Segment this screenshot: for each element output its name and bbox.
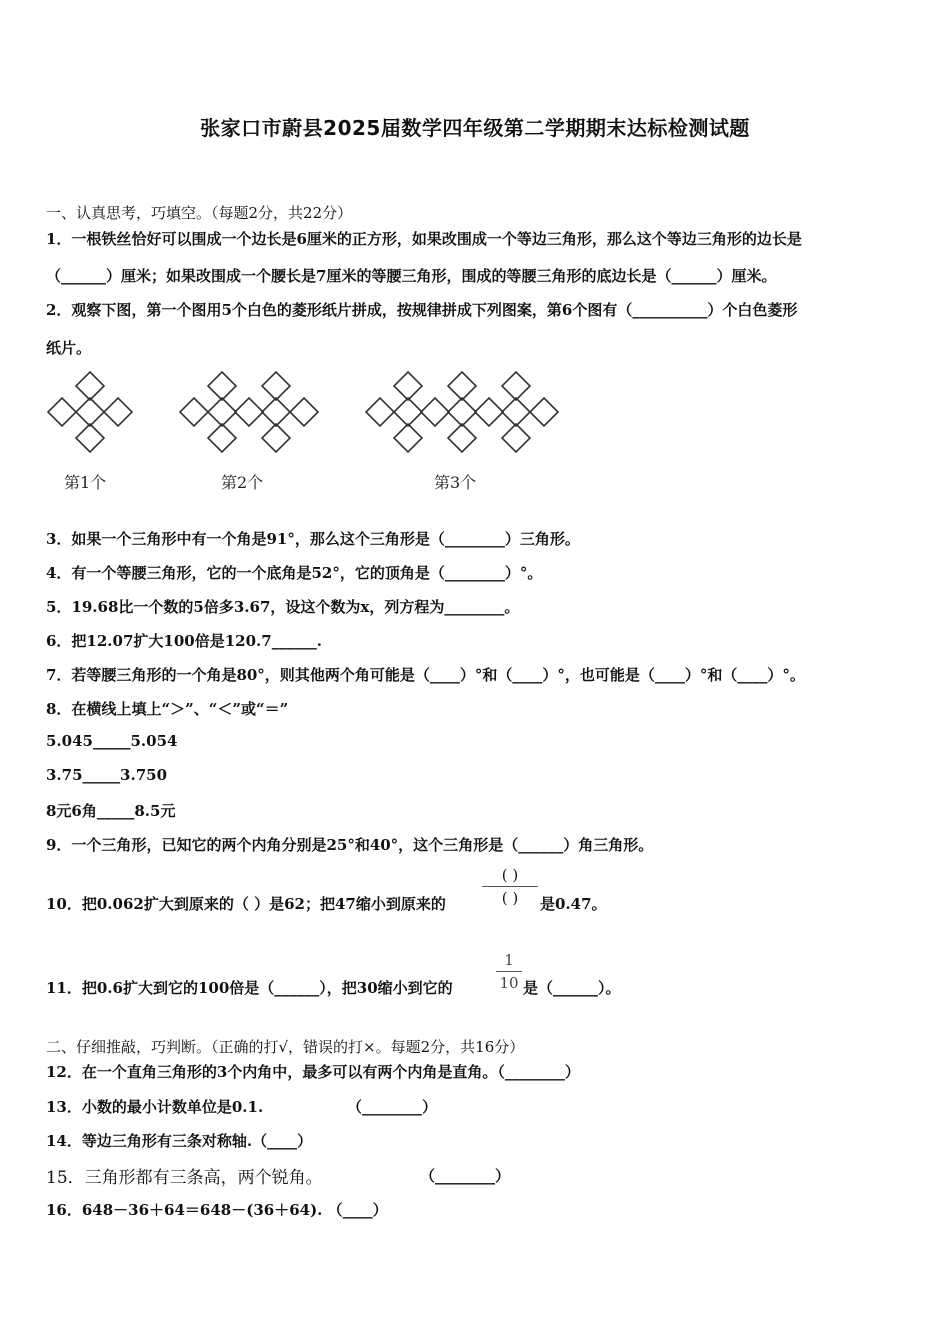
figure-caption-2: 第2个 [221,473,264,492]
question-10-text: 10．把0.062扩大到原来的（ ）是62；把47缩小到原来的 [46,895,446,913]
question-8: 8．在横线上填上“＞”、“＜”或“＝” [46,700,289,718]
fraction-bar [496,971,522,972]
question-4: 4．有一个等腰三角形，它的一个底角是52°，它的顶角是（________）°。 [46,564,543,582]
question-7: 7．若等腰三角形的一个角是80°，则其他两个角可能是（____）°和（____）°，也可能是（____）°和（____）°。 [46,666,805,684]
pattern-3 [366,372,558,452]
question-12: 12．在一个直角三角形的3个内角中，最多可以有两个内角是直角。（________） [46,1063,580,1081]
fraction-numerator: 1 [504,951,514,969]
question-8-item-c: 8元6角_____8.5元 [46,802,176,820]
question-16: 16．648－36＋64＝648－(36＋64). （____） [46,1201,388,1219]
question-9: 9．一个三角形，已知它的两个内角分别是25°和40°，这个三角形是（______）角三角形。 [46,836,654,854]
question-10-fraction [482,866,538,907]
rhombus-pattern-figure [40,366,580,456]
section-2-heading: 二、仔细推敲，巧判断。（正确的打√，错误的打×。每题2分，共16分） [46,1038,525,1056]
question-11-end: 是（______）。 [523,979,621,997]
section-1-heading: 一、认真思考，巧填空。（每题2分，共22分） [46,204,353,222]
pattern-1 [48,372,132,452]
question-13: 13．小数的最小计数单位是0.1. [46,1098,264,1116]
figure-caption-1: 第1个 [64,473,107,492]
question-8-item-b: 3.75_____3.750 [46,766,168,784]
question-8-item-a: 5.045_____5.054 [46,732,178,750]
question-3: 3．如果一个三角形中有一个角是91°，那么这个三角形是（________）三角形。 [46,530,580,548]
question-14: 14．等边三角形有三条对称轴.（____） [46,1132,313,1150]
question-11-fraction [496,951,522,992]
question-15: 15．三角形都有三条高，两个锐角。 [46,1168,323,1188]
fraction-numerator: ( ) [501,866,519,884]
fraction-denominator: ( ) [501,889,519,907]
figure-caption-3: 第3个 [434,473,477,492]
question-2-line-1: 2．观察下图，第一个图用5个白色的菱形纸片拼成，按规律拼成下列图案，第6个图有（__________）个白色菱形 [46,301,798,319]
question-15-blank: （________） [420,1167,511,1185]
question-2-line-2: 纸片。 [46,339,92,357]
question-10-end: 是0.47。 [540,895,607,913]
question-6: 6．把12.07扩大100倍是120.7______. [46,632,322,650]
question-5: 5．19.68比一个数的5倍多3.67，设这个数为x，列方程为________。 [46,598,520,616]
question-11-text: 11．把0.6扩大到它的100倍是（______），把30缩小到它的 [46,979,453,997]
page-title: 张家口市蔚县2025届数学四年级第二学期期末达标检测试题 [200,116,750,140]
fraction-bar [482,886,538,887]
question-1-line-2: （______）厘米；如果改围成一个腰长是7厘米的等腰三角形，围成的等腰三角形的底边长是（______）厘米。 [46,267,777,285]
pattern-2 [180,372,318,452]
question-1-line-1: 1．一根铁丝恰好可以围成一个边长是6厘米的正方形，如果改围成一个等边三角形，那么这个等边三角形的边长是 [46,230,802,248]
question-13-blank: （________） [347,1098,438,1116]
fraction-denominator: 10 [499,974,519,992]
